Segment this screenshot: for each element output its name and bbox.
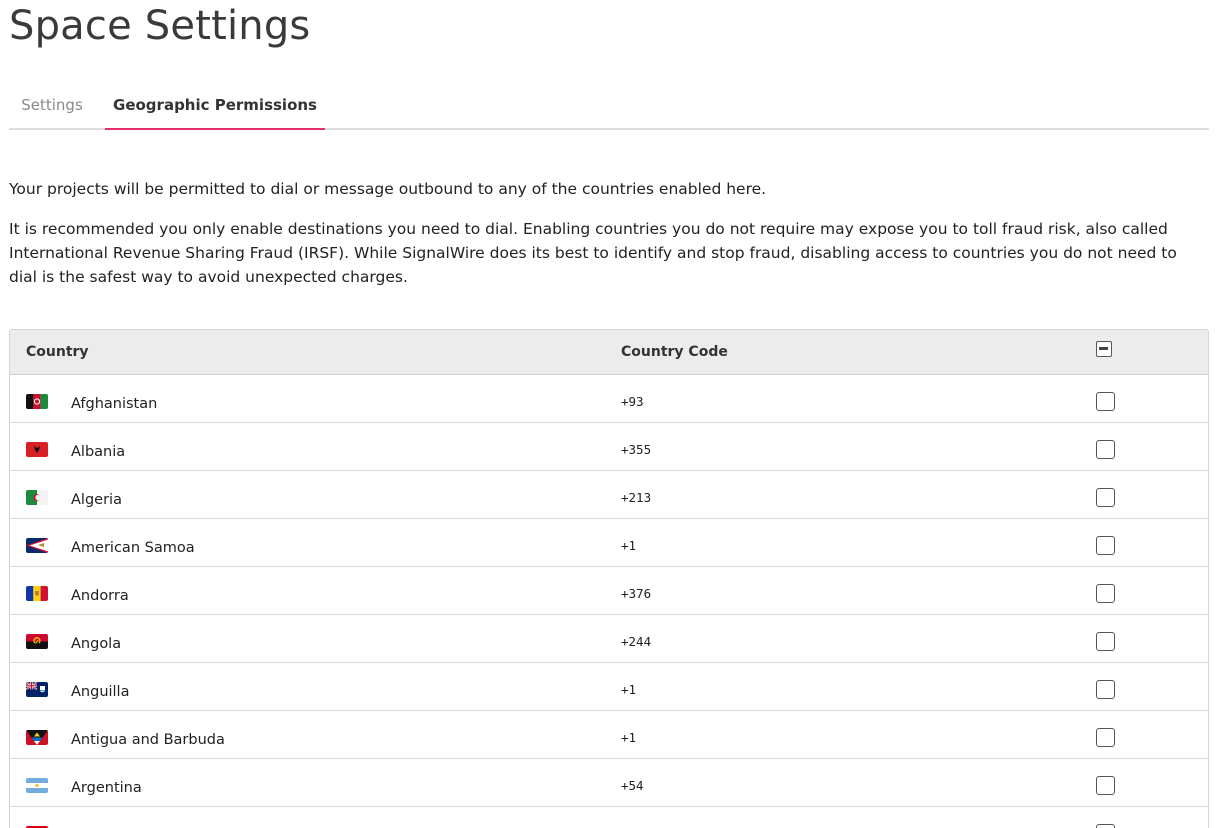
country-code: +54	[621, 778, 644, 793]
table-row	[10, 615, 1208, 663]
country-code: +93	[621, 394, 644, 409]
country-code: +1	[621, 730, 637, 745]
table-row	[10, 759, 1208, 807]
table-row	[10, 423, 1208, 471]
enable-country-checkbox[interactable]	[1096, 536, 1115, 555]
country-code: +213	[621, 490, 652, 505]
table-row	[10, 519, 1208, 567]
country-name: Argentina	[71, 780, 142, 796]
antigua-barbuda-flag-icon	[26, 730, 48, 745]
column-header-country-code: Country Code	[621, 344, 728, 360]
enable-country-checkbox[interactable]	[1096, 728, 1115, 747]
table-row	[10, 471, 1208, 519]
intro-text: Your projects will be permitted to dial or message outbound to any of the countries enabled here.	[9, 180, 767, 198]
country-name: American Samoa	[71, 540, 195, 556]
tab-settings[interactable]: Settings	[21, 96, 83, 114]
country-code: +355	[621, 442, 652, 457]
albania-flag-icon	[26, 442, 48, 457]
country-name: Anguilla	[71, 684, 130, 700]
table-row	[10, 375, 1208, 423]
country-code: +376	[621, 586, 652, 601]
table-row	[10, 663, 1208, 711]
country-name: Albania	[71, 444, 126, 460]
select-all-checkbox[interactable]	[1096, 341, 1112, 357]
column-header-country: Country	[26, 344, 89, 360]
afghanistan-flag-icon	[26, 394, 48, 409]
table-row	[10, 807, 1208, 828]
country-name: Angola	[71, 636, 122, 652]
enable-country-checkbox[interactable]	[1096, 824, 1115, 828]
enable-country-checkbox[interactable]	[1096, 488, 1115, 507]
argentina-flag-icon	[26, 778, 48, 793]
table-header	[10, 330, 1208, 375]
andorra-flag-icon	[26, 586, 48, 601]
enable-country-checkbox[interactable]	[1096, 632, 1115, 651]
tab-geographic-permissions[interactable]: Geographic Permissions	[105, 84, 325, 130]
anguilla-flag-icon	[26, 682, 48, 697]
tab-bar	[9, 84, 1209, 130]
country-code: +244	[621, 634, 652, 649]
country-code: +1	[621, 682, 637, 697]
page-title: Space Settings	[9, 3, 311, 49]
country-name: Afghanistan	[71, 396, 158, 412]
country-name: Andorra	[71, 588, 129, 604]
countries-table	[9, 329, 1209, 828]
american-samoa-flag-icon	[26, 538, 48, 553]
enable-country-checkbox[interactable]	[1096, 584, 1115, 603]
enable-country-checkbox[interactable]	[1096, 392, 1115, 411]
algeria-flag-icon	[26, 490, 48, 505]
irsf-warning-text: It is recommended you only enable destinations you need to dial. Enabling countries you do not require may expose you to toll fraud risk, also called International Revenue Sharing Fraud (IRSF). While SignalWire does its best to identify and stop fraud, disabling access to countries you do not need to dial is the safest way to avoid unexpected charges.	[9, 220, 1177, 286]
table-row	[10, 567, 1208, 615]
angola-flag-icon	[26, 634, 48, 649]
enable-country-checkbox[interactable]	[1096, 440, 1115, 459]
country-name: Antigua and Barbuda	[71, 732, 225, 748]
table-row	[10, 711, 1208, 759]
country-name: Algeria	[71, 492, 122, 508]
enable-country-checkbox[interactable]	[1096, 680, 1115, 699]
country-code: +1	[621, 538, 637, 553]
enable-country-checkbox[interactable]	[1096, 776, 1115, 795]
